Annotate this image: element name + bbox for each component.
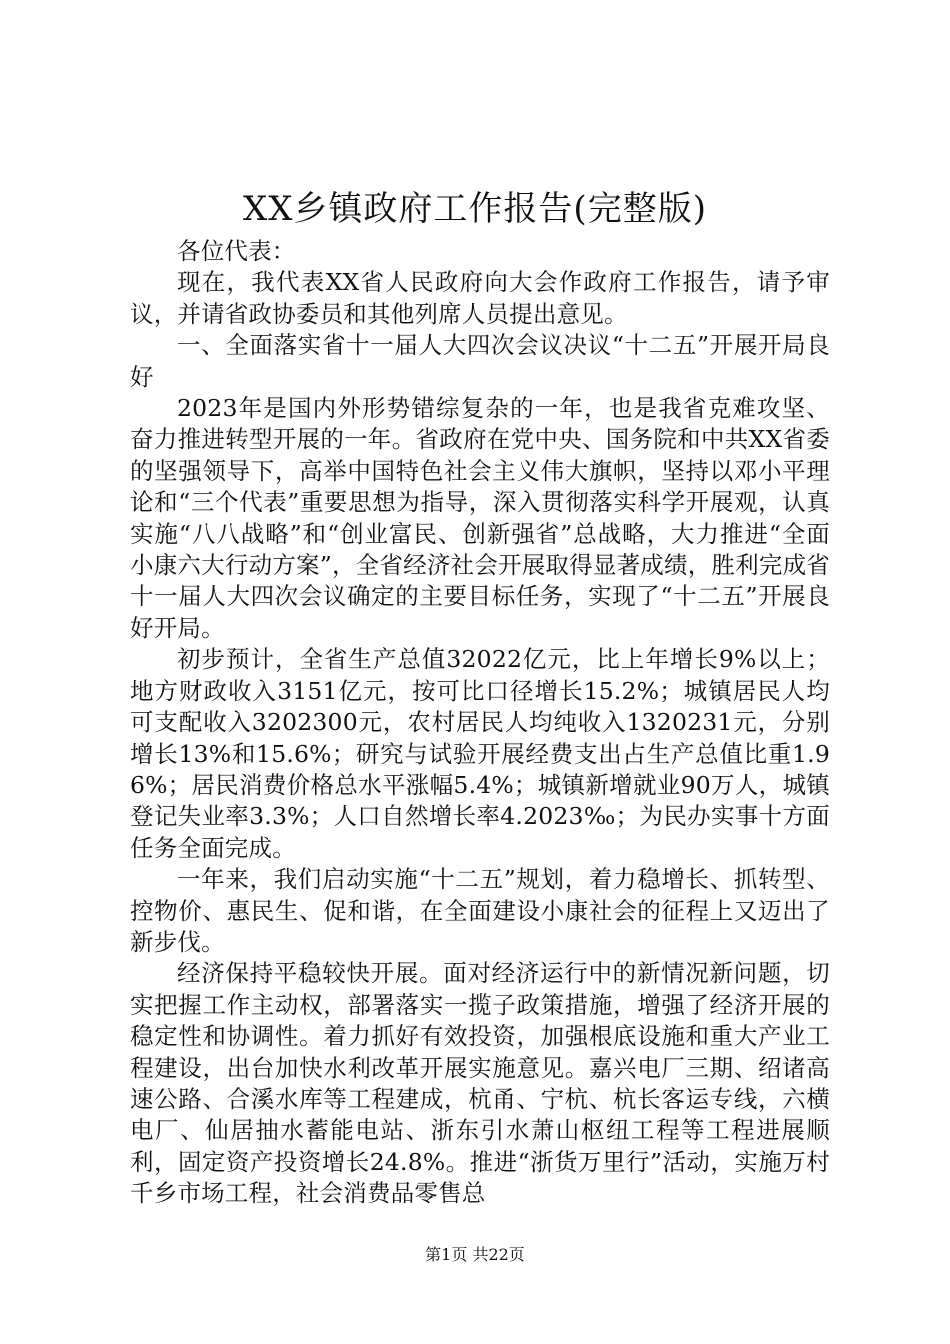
- body-paragraph: 经济保持平稳较快开展。面对经济运行中的新情况新问题，切实把握工作主动权，部署落实一揽子政策措施，增强了经济开展的稳定性和协调性。着力抓好有效投资，加强根底设施和重大产业工程建设，出台加快水利改革开展实施意见。嘉兴电厂三期、绍诸高速公路、合溪水库等工程建成，杭甬、宁杭、杭长客运专线，六横电厂、仙居抽水蓄能电站、浙东引水萧山枢纽工程等工程进展顺利，固定资产投资增长24.8%。推进“浙货万里行”活动，实施万村千乡市场工程，社会消费品零售总: [130, 959, 830, 1208]
- salutation-paragraph: 各位代表：: [177, 237, 296, 265]
- document-body: [130, 236, 830, 1210]
- body-paragraph: 2023年是国内外形势错综复杂的一年，也是我省克难攻坚、奋力推进转型开展的一年。省政府在党中央、国务院和中共XX省委的坚强领导下，高举中国特色社会主义伟大旗帜，坚持以邓小平理论和“三个代表”重要思想为指导，深入贯彻落实科学开展观，认真实施“八八战略”和“创业富民、创新强省”总战略，大力推进“全面小康六大行动方案”，全省经济社会开展取得显著成绩，胜利完成省十一届人大四次会议确定的主要目标任务，实现了“十二五”开展良好开局。: [130, 394, 830, 642]
- section-heading: 一、全面落实省十一届人大四次会议决议“十二五”开展开局良好: [130, 331, 830, 391]
- page-number-footer: 第1页 共22页: [425, 1245, 525, 1264]
- document-title: XX乡镇政府工作报告(完整版): [243, 189, 707, 229]
- intro-paragraph: 现在，我代表XX省人民政府向大会作政府工作报告，请予审议，并请省政协委员和其他列席人员提出意见。: [130, 268, 830, 328]
- body-paragraph: 初步预计，全省生产总值32022亿元，比上年增长9%以上；地方财政收入3151亿元，按可比口径增长15.2%；城镇居民人均可支配收入3202300元，农村居民人均纯收入1320231元，分别增长13%和15.6%；研究与试验开展经费支出占生产总值比重1.96%；居民消费价格总水平涨幅5.4%；城镇新增就业90万人，城镇登记失业率3.3%；人口自然增长率4.2023‰；为民办实事十方面任务全面完成。: [130, 645, 830, 862]
- body-paragraph: 一年来，我们启动实施“十二五”规划，着力稳增长、抓转型、控物价、惠民生、促和谐，在全面建设小康社会的征程上又迈出了新步伐。: [130, 865, 830, 956]
